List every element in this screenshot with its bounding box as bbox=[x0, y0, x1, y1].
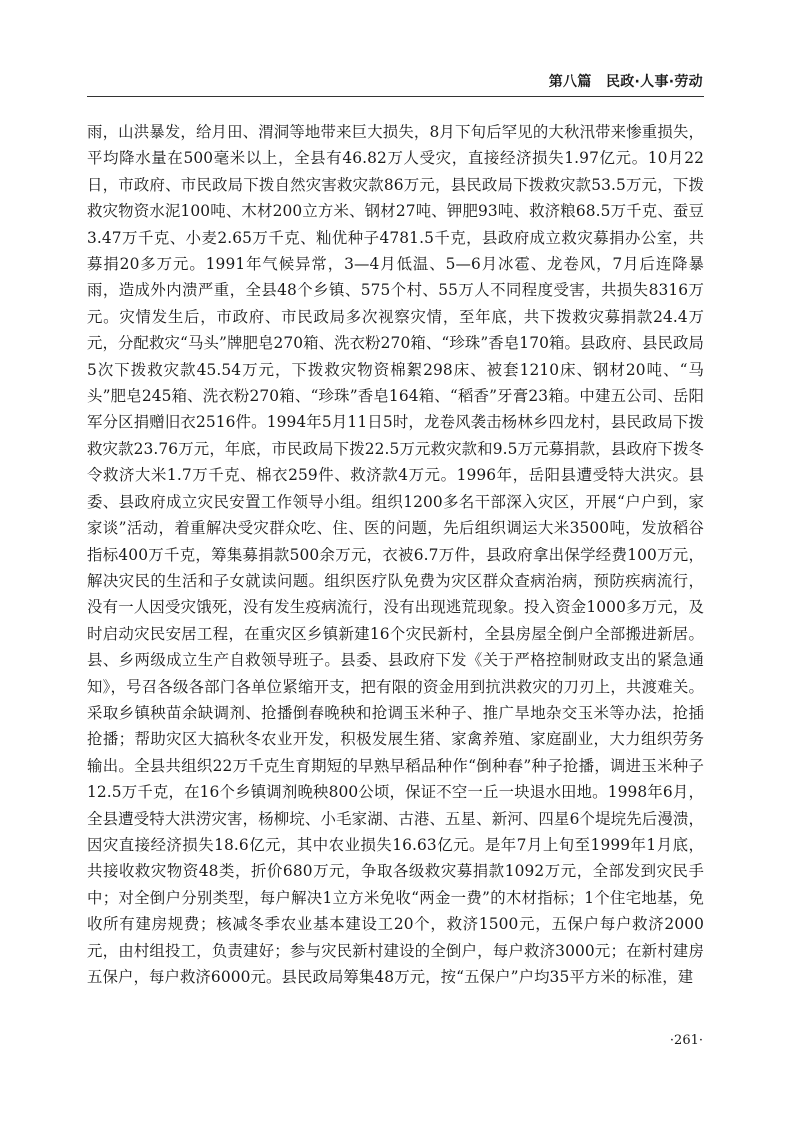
running-head: 第八篇 民政·人事·劳动 bbox=[548, 74, 703, 90]
body-paragraph: 雨，山洪暴发，给月田、渭洞等地带来巨大损失，8月下旬后罕见的大秋汛带来惨重损失，平均降水量在500毫米以上，全县有46.82万人受灾，直接经济损失1.97亿元。10月22日，市政府、市民政局下拨自然灾害救灾款86万元，县民政局下拨救灾款53.5万元，下拨救灾物资水泥100吨、木材200立方米、钢材27吨、钾肥93吨、救济粮68.5万千克、蚕豆3.47万千克、小麦2.65万千克、籼优种子4781.5千克，县政府成立救灾募捐办公室，共募捐20多万元。1991年气候异常，3—4月低温、5—6月冰雹、龙卷风，7月后连降暴雨，造成外内溃严重，全县48个乡镇、575个村、55万人不同程度受害，共损失8316万元。灾情发生后，市政府、市民政局多次视察灾情，至年底，共下拨救灾募捐款24.4万元，分配救灾“马头”牌肥皂270箱、洗衣粉270箱、“珍珠”香皂170箱。县政府、县民政局5次下拨救灾款45.54万元，下拨救灾物资棉絮298床、被套1210床、钢材20吨、“马头”肥皂245箱、洗衣粉270箱、“珍珠”香皂164箱、“稻香”牙膏23箱。中建五公司、岳阳军分区捐赠旧衣2516件。1994年5月11日5时，龙卷风袭击杨林乡四龙村，县民政局下拨救灾款23.76万元，年底，市民政局下拨22.5万元救灾款和9.5万元募捐款，县政府下拨冬令救济大米1.7万千克、棉衣259件、救济款4万元。1996年，岳阳县遭受特大洪灾。县委、县政府成立灾民安置工作领导小组。组织1200多名干部深入灾区，开展“户户到，家家谈”活动，着重解决受灾群众吃、住、医的问题，先后组织调运大米3500吨，发放稻谷指标400万千克，筹集募捐款500余万元，衣被6.7万件，县政府拿出保学经费100万元，解决灾民的生活和子女就读问题。组织医疗队免费为灾区群众查病治病，预防疾病流行，没有一人因受灾饿死，没有发生疫病流行，没有出现逃荒现象。投入资金1000多万元，及时启动灾民安居工程，在重灾区乡镇新建16个灾民新村，全县房屋全倒户全部搬进新居。县、乡两级成立生产自救领导班子。县委、县政府下发《关于严格控制财政支出的紧急通知》，号召各级各部门各单位紧缩开支，把有限的资金用到抗洪救灾的刀刃上，共渡难关。采取乡镇秧苗余缺调剂、抢播倒春晚秧和抢调玉米种子、推广旱地杂交玉米等办法，抢插抢播；帮助灾区大搞秋冬农业开发，积极发展生猪、家禽养殖、家庭副业，大力组织劳务输出。全县共组织22万千克生育期短的早熟早稻品种作“倒种春”种子抢播，调进玉米种子12.5万千克，在16个乡镇调剂晚秧800公顷，保证不空一丘一块退水田地。1998年6月，全县遭受特大洪涝灾害，杨柳垸、小毛家湖、古港、五星、新河、四星6个堤垸先后漫溃，因灾直接经济损失18.6亿元，其中农业损失16.63亿元。是年7月上旬至1999年1月底，共接收救灾物资48类，折价680万元，争取各级救灾募捐款1092万元，全部发到灾民手中；对全倒户分别类型，每户解决1立方米免收“两金一费”的木材指标；1个住宅地基，免收所有建房规费；核减冬季农业基本建设工20个，救济1500元，五保户每户救济2000元，由村组投工，负责建好；参与灾民新村建设的全倒户，每户救济3000元；在新村建房五保户，每户救济6000元。县民政局筹集48万元，按“五保户”户均35平方米的标准，建 bbox=[87, 123, 704, 986]
page-number: ·261· bbox=[669, 1033, 703, 1048]
header-rule bbox=[87, 96, 704, 97]
